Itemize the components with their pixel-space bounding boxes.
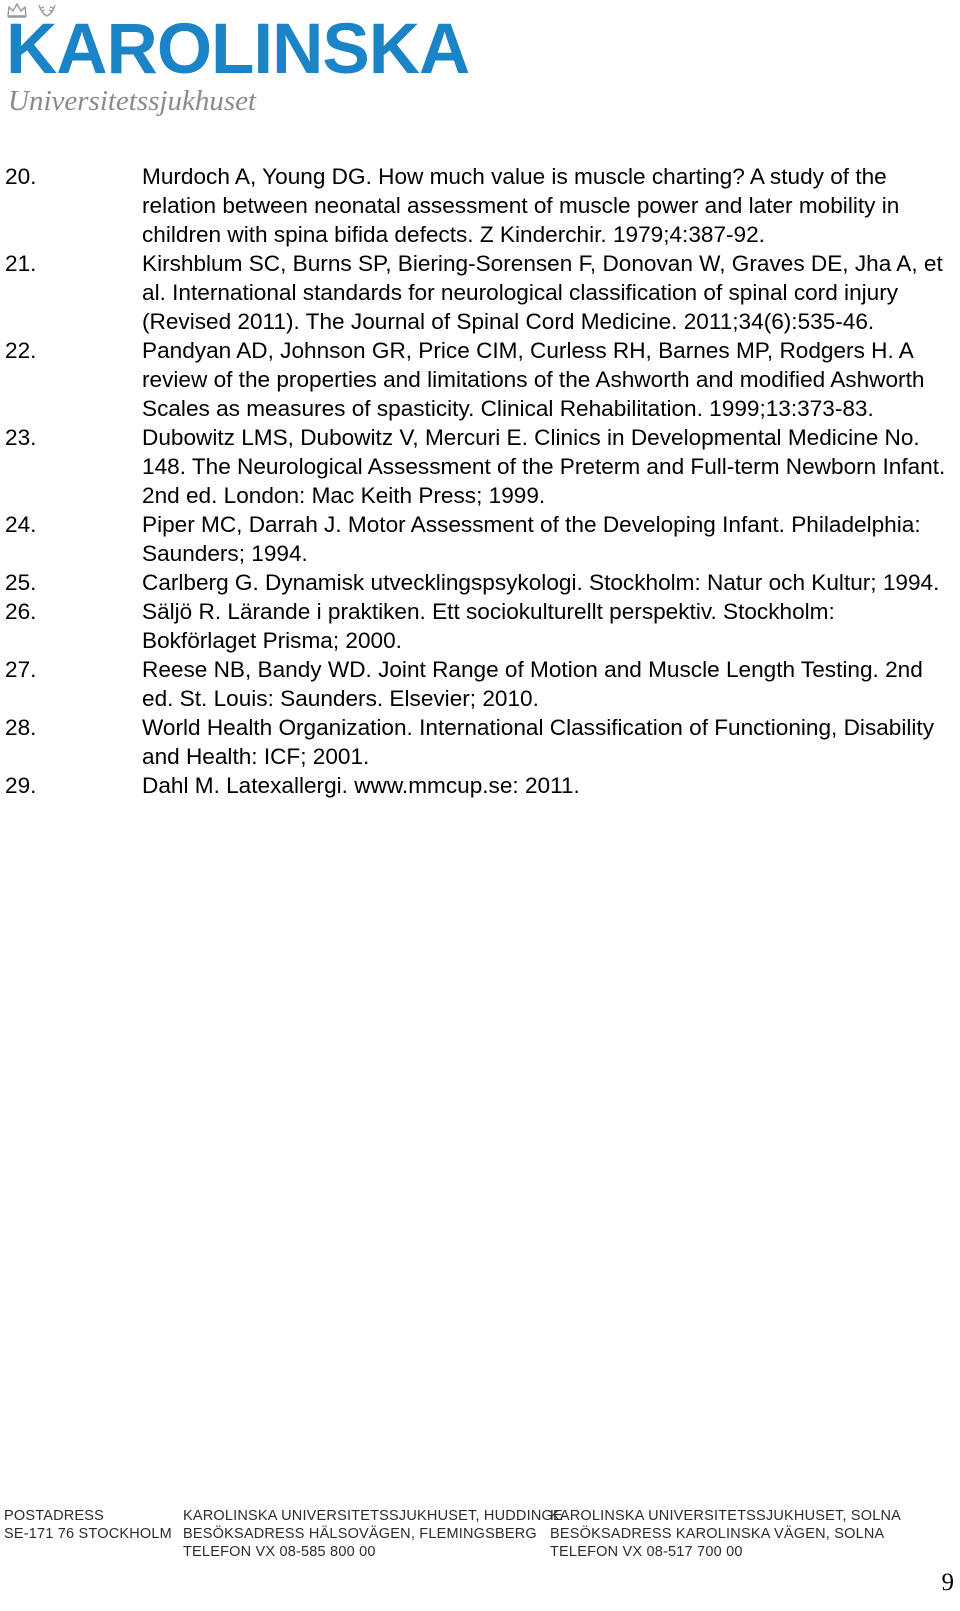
reference-number: 24. [5,512,37,537]
reference-item [5,336,955,423]
reference-item [5,568,955,597]
footer-solna-visit: BESÖKSADRESS KAROLINSKA VÄGEN, SOLNA [550,1526,885,1542]
footer-huddinge-visit: BESÖKSADRESS HÄLSOVÄGEN, FLEMINGSBERG [183,1526,537,1542]
footer-huddinge-phone: TELEFON VX 08-585 800 00 [183,1544,376,1560]
reference-item [5,713,955,771]
reference-item [5,423,955,510]
footer-solna-phone: TELEFON VX 08-517 700 00 [550,1544,743,1560]
logo-subtitle: Universitetssjukhuset [8,85,257,117]
reference-text: Piper MC, Darrah J. Motor Assessment of the Developing Infant. Philadelphia: Saunders; 1994. [142,512,921,566]
reference-item [5,162,955,249]
reference-number: 23. [5,425,37,450]
reference-number: 27. [5,657,37,682]
reference-text: Carlberg G. Dynamisk utvecklingspsykologi. Stockholm: Natur och Kultur; 1994. [142,570,940,595]
footer-postal-address [4,1507,172,1543]
reference-list [5,162,955,800]
reference-text: Reese NB, Bandy WD. Joint Range of Motion and Muscle Length Testing. 2nd ed. St. Louis: Saunders. Elsevier; 2010. [142,657,923,711]
reference-number: 21. [5,251,37,276]
karolinska-logo [4,2,504,122]
footer-solna [550,1507,901,1561]
footer-huddinge-name: KAROLINSKA UNIVERSITETSSJUKHUSET, HUDDINGE [183,1508,563,1524]
logo-wordmark: KAROLINSKA [6,10,470,89]
reference-text: Kirshblum SC, Burns SP, Biering-Sorensen F, Donovan W, Graves DE, Jha A, et al. International standards for neurological classification of spinal cord injury (Revised 2011). The Journal of Spinal Cord Medicine. 2011;34(6):535-46. [142,251,943,334]
page-number: 9 [941,1569,954,1596]
reference-text: World Health Organization. International Classification of Functioning, Disability and Health: ICF; 2001. [142,715,935,769]
reference-number: 26. [5,599,37,624]
reference-item [5,597,955,655]
reference-number: 22. [5,338,37,363]
reference-text: Murdoch A, Young DG. How much value is muscle charting? A study of the relation between neonatal assessment of muscle power and later mobility in children with spina bifida defects. Z Kinderchir. 1979;4:387-92. [142,164,900,247]
reference-number: 29. [5,773,37,798]
reference-item [5,510,955,568]
reference-text: Pandyan AD, Johnson GR, Price CIM, Curless RH, Barnes MP, Rodgers H. A review of the properties and limitations of the Ashworth and modified Ashworth Scales as measures of spasticity. Clinical Rehabilitation. 1999;13:373-83. [142,338,925,421]
reference-item [5,655,955,713]
reference-number: 25. [5,570,37,595]
footer-postal-label: POSTADRESS [4,1508,105,1524]
reference-text: Säljö R. Lärande i praktiken. Ett sociokulturellt perspektiv. Stockholm: Bokförlaget Prisma; 2000. [142,599,835,653]
footer-solna-name: KAROLINSKA UNIVERSITETSSJUKHUSET, SOLNA [550,1508,902,1524]
reference-item [5,249,955,336]
footer-huddinge [183,1507,563,1561]
reference-number: 28. [5,715,37,740]
reference-item [5,771,955,800]
page-footer [0,1507,960,1611]
reference-text: Dahl M. Latexallergi. www.mmcup.se: 2011. [142,773,580,798]
footer-postal-code: SE-171 76 STOCKHOLM [4,1526,172,1542]
reference-number: 20. [5,164,37,189]
reference-text: Dubowitz LMS, Dubowitz V, Mercuri E. Clinics in Developmental Medicine No. 148. The Neurological Assessment of the Preterm and Full-term Newborn Infant. 2nd ed. London: Mac Keith Press; 1999. [142,425,946,508]
